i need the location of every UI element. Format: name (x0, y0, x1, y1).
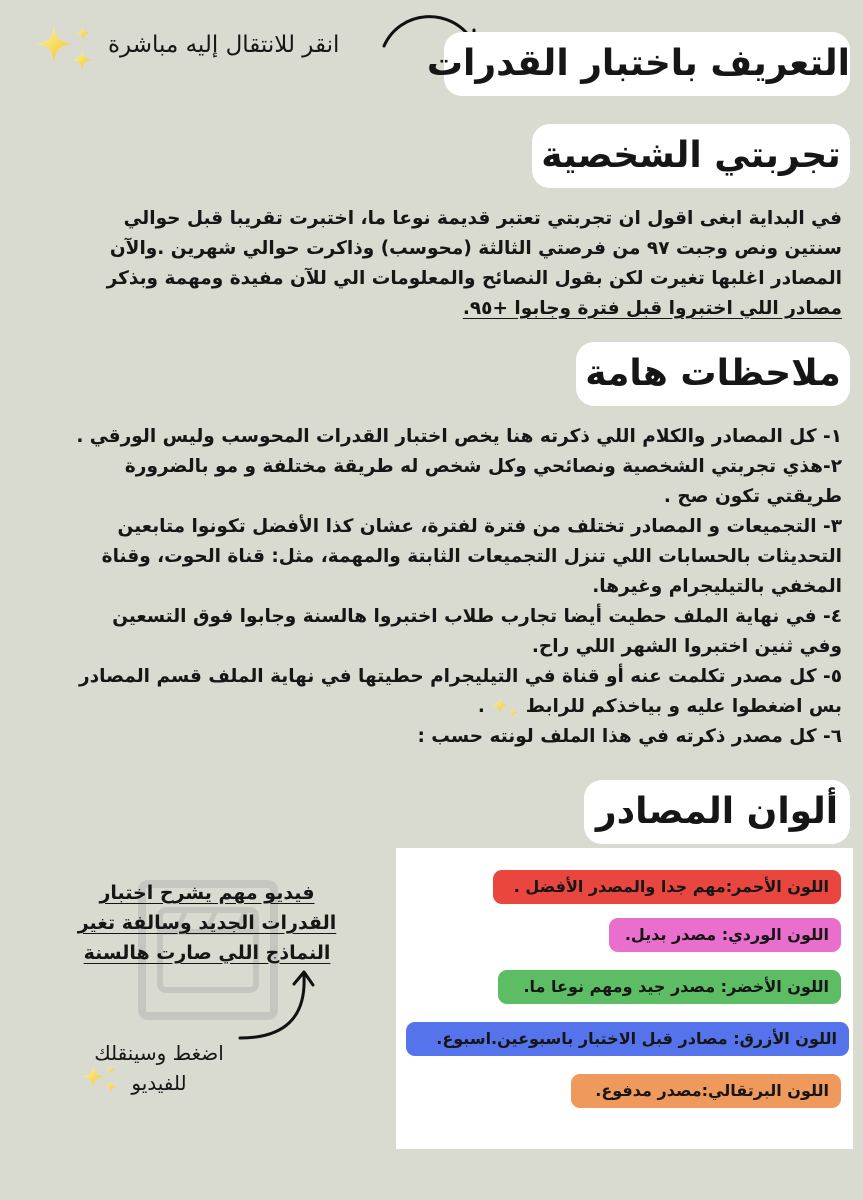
note-item: ٣- التجميعات و المصادر تختلف من فترة لفترة، عشان كذا الأفضل تكونوا متابعين (117, 516, 842, 537)
note-item: ٢-هذي تجربتي الشخصية ونصائحي وكل شخص له طريقة مختلفة و مو بالضرورة (124, 456, 842, 477)
color-item-green: اللون الأخضر: مصدر جيد ومهم نوعا ما. (498, 970, 841, 1004)
video-note-text: للفيديو (131, 1071, 187, 1095)
note-text: بس اضغطوا عليه و بياخذكم للرابط (525, 696, 842, 717)
experience-paragraph (20, 204, 842, 324)
note-item: ٥- كل مصدر تكلمت عنه أو قناة في التيليجرام حطيتها في نهاية الملف قسم المصادر (79, 666, 842, 687)
experience-heading: تجربتي الشخصية (532, 124, 850, 188)
color-item-orange: اللون البرتقالي:مصدر مدفوع. (571, 1074, 841, 1108)
video-note-line: اضغط وسينقلك (94, 1041, 224, 1065)
notes-heading: ملاحظات هامة (576, 342, 850, 406)
page-title[interactable]: التعريف باختبار القدرات (444, 32, 850, 96)
colors-heading: ألوان المصادر (584, 780, 850, 844)
experience-line: المصادر اغلبها تغيرت لكن بقول النصائح والمعلومات الي للآن مفيدة ومهمة وبذكر (106, 268, 842, 289)
note-item (20, 692, 842, 722)
note-item: طريقتي تكون صح . (663, 486, 842, 507)
note-item: التحديثات بالحسابات اللي تنزل التجميعات الثابتة والمهمة، مثل: قناة الحوت، وقناة (101, 546, 842, 567)
note-item: ٦- كل مصدر ذكرته في هذا الملف لونته حسب : (417, 726, 842, 747)
note-item: المخفي بالتيليجرام وغيرها. (592, 576, 842, 597)
sparkles-icon (36, 24, 94, 72)
note-text: . (477, 696, 485, 717)
jump-hint: انقر للانتقال إليه مباشرة (108, 32, 340, 58)
notes-list (20, 422, 842, 752)
color-item-pink: اللون الوردي: مصدر بديل. (609, 918, 841, 952)
experience-line: مصادر اللي اختبروا قبل فترة وجابوا +٩٥. (462, 298, 842, 319)
color-item-red: اللون الأحمر:مهم جدا والمصدر الأفضل . (493, 870, 841, 904)
note-item: وفي ثنين اختبروا الشهر اللي راح. (531, 636, 842, 657)
sparkles-icon (491, 696, 519, 718)
video-link[interactable]: فيديو مهم يشرح اختبار القدرات الجديد وسالفة تغير النماذج اللي صارت هالسنة (77, 882, 337, 964)
note-item: ٤- في نهاية الملف حطيت أيضا تجارب طلاب اختبروا هالسنة وجابوا فوق التسعين (112, 606, 842, 627)
experience-line: سنتين ونص وجبت ٩٧ من فرصتي الثالثة (محوسب) وذاكرت حوالي شهرين .والآن (109, 238, 842, 259)
up-arrow-icon (234, 966, 324, 1046)
experience-line: في البداية ابغى اقول ان تجربتي تعتبر قديمة نوعا ما، اختبرت تقريبا قبل حوالي (123, 208, 842, 229)
colors-panel (396, 848, 853, 1149)
note-item: ١- كل المصادر والكلام اللي ذكرته هنا يخص اختبار القدرات المحوسب وليس الورقي . (76, 426, 842, 447)
color-item-blue: اللون الأزرق: مصادر قبل الاختبار باسبوعين.اسبوع. (406, 1022, 849, 1056)
sparkles-icon (82, 1064, 118, 1094)
